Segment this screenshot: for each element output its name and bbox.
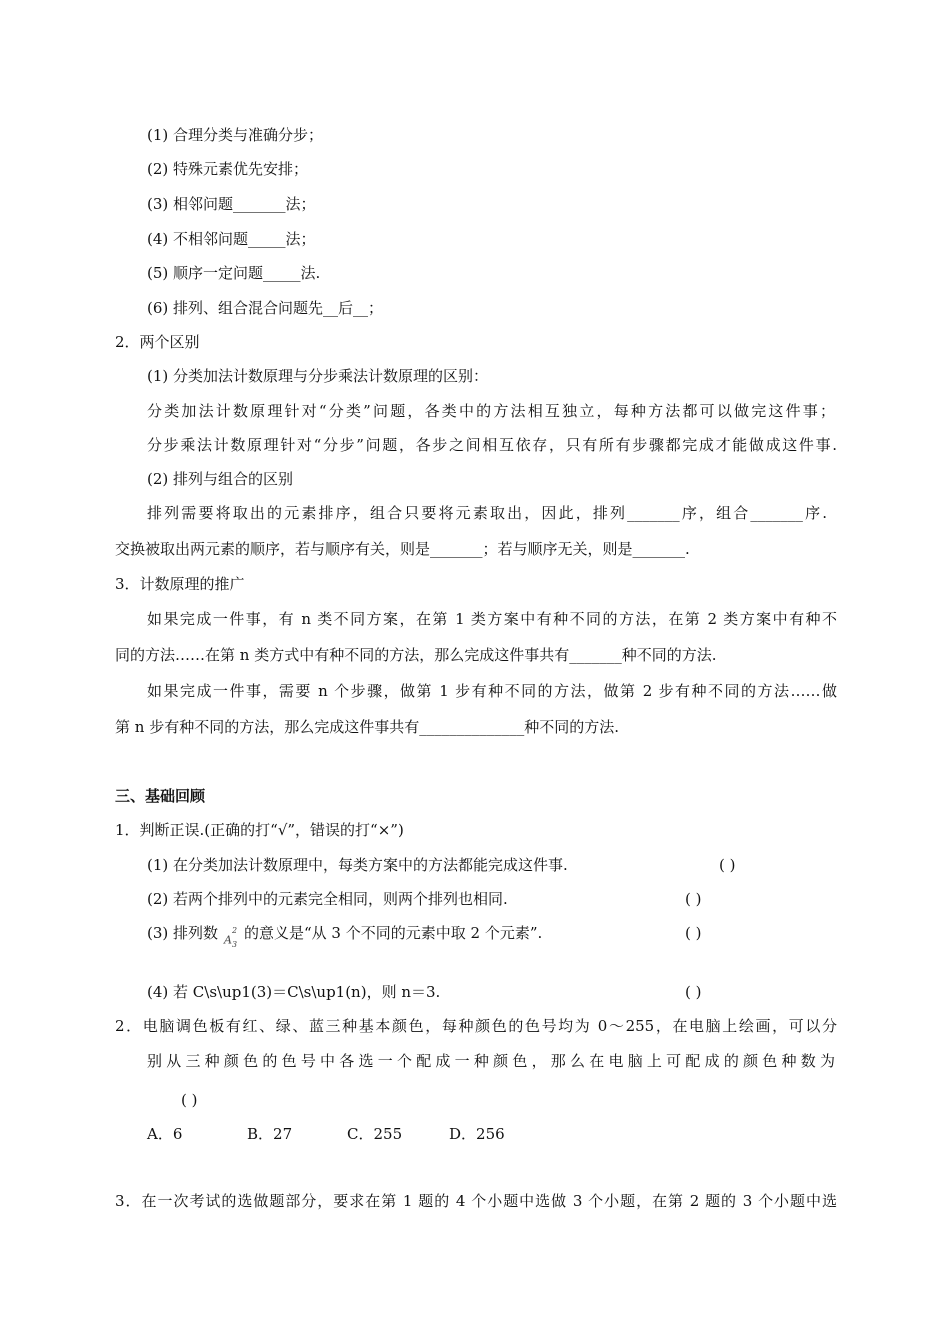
paragraph-line: (1) 分类加法计数原理与分步乘法计数原理的区别： (147, 367, 489, 385)
paragraph-line: 第 n 步有种不同的方法，那么完成这件事共有______________种不同的方法. (115, 718, 619, 736)
paragraph-line: 同的方法……在第 n 类方式中有种不同的方法，那么完成这件事共有_______种不同的方法. (115, 646, 717, 664)
paragraph-line: 分步乘法计数原理针对“分步”问题，各步之间相互依存，只有所有步骤都完成才能做成这件事. (147, 436, 837, 454)
paragraph-line: (2) 排列与组合的区别 (147, 470, 294, 488)
section-title: 2．两个区别 (115, 333, 200, 351)
q1-item: (4) 若 C\s\up1(3)＝C\s\up1(n)，则 n＝3. (147, 983, 441, 1001)
q1-item-before: (3) 排列数 (147, 924, 219, 942)
answer-paren: ( ) (685, 924, 702, 942)
symbol-sup: 2 (232, 926, 238, 935)
tip-item: (2) 特殊元素优先安排； (147, 160, 309, 178)
answer-paren: ( ) (181, 1091, 198, 1109)
symbol-sub: 3 (231, 939, 238, 949)
question-1-stem: 1．判断正误.(正确的打“√”，错误的打“×”) (115, 821, 404, 839)
question-2-line: 2．电脑调色板有红、绿、蓝三种基本颜色，每种颜色的色号均为 0～255，在电脑上绘画，可以分 (115, 1017, 837, 1035)
symbol-base: A (224, 933, 232, 947)
option-d: D．256 (449, 1125, 505, 1143)
tip-item: (5) 顺序一定问题_____法. (147, 264, 321, 282)
permutation-symbol (224, 926, 238, 949)
answer-paren: ( ) (685, 983, 702, 1001)
tip-item: (3) 相邻问题_______法； (147, 195, 316, 213)
q1-item: (1) 在分类加法计数原理中，每类方案中的方法都能完成这件事. (147, 856, 568, 874)
paragraph-line: 如果完成一件事，有 n 类不同方案，在第 1 类方案中有种不同的方法，在第 2 类方案中有种不 (147, 610, 837, 628)
q1-item: (2) 若两个排列中的元素完全相同，则两个排列也相同. (147, 890, 508, 908)
question-3-line: 3．在一次考试的选做题部分，要求在第 1 题的 4 个小题中选做 3 个小题，在第 2 题的 3 个小题中选 (115, 1192, 837, 1210)
answer-paren: ( ) (719, 856, 736, 874)
question-2-line: 别从三种颜色的色号中各选一个配成一种颜色，那么在电脑上可配成的颜色种数为 (147, 1052, 835, 1070)
option-b: B．27 (247, 1125, 293, 1143)
tip-item: (4) 不相邻问题_____法； (147, 230, 316, 248)
tip-item: (6) 排列、组合混合问题先__后__； (147, 299, 384, 317)
section-heading: 三、基础回顾 (115, 787, 206, 805)
q1-item-after: 的意义是“从 3 个不同的元素中取 2 个元素”. (244, 924, 543, 942)
option-c: C．255 (347, 1125, 403, 1143)
option-a: A．6 (147, 1125, 183, 1143)
paragraph-line: 交换被取出两元素的顺序，若与顺序有关，则是_______；若与顺序无关，则是_______. (115, 540, 690, 558)
paragraph-line: 分类加法计数原理针对“分类”问题，各类中的方法相互独立，每种方法都可以做完这件事； (147, 402, 835, 420)
answer-paren: ( ) (685, 890, 702, 908)
tip-item: (1) 合理分类与准确分步； (147, 126, 324, 144)
section-title: 3．计数原理的推广 (115, 575, 245, 593)
paragraph-line: 排列需要将取出的元素排序，组合只要将元素取出，因此，排列_______序，组合_______序. (147, 504, 827, 522)
paragraph-line: 如果完成一件事，需要 n 个步骤，做第 1 步有种不同的方法，做第 2 步有种不同的方法……做 (147, 682, 837, 700)
